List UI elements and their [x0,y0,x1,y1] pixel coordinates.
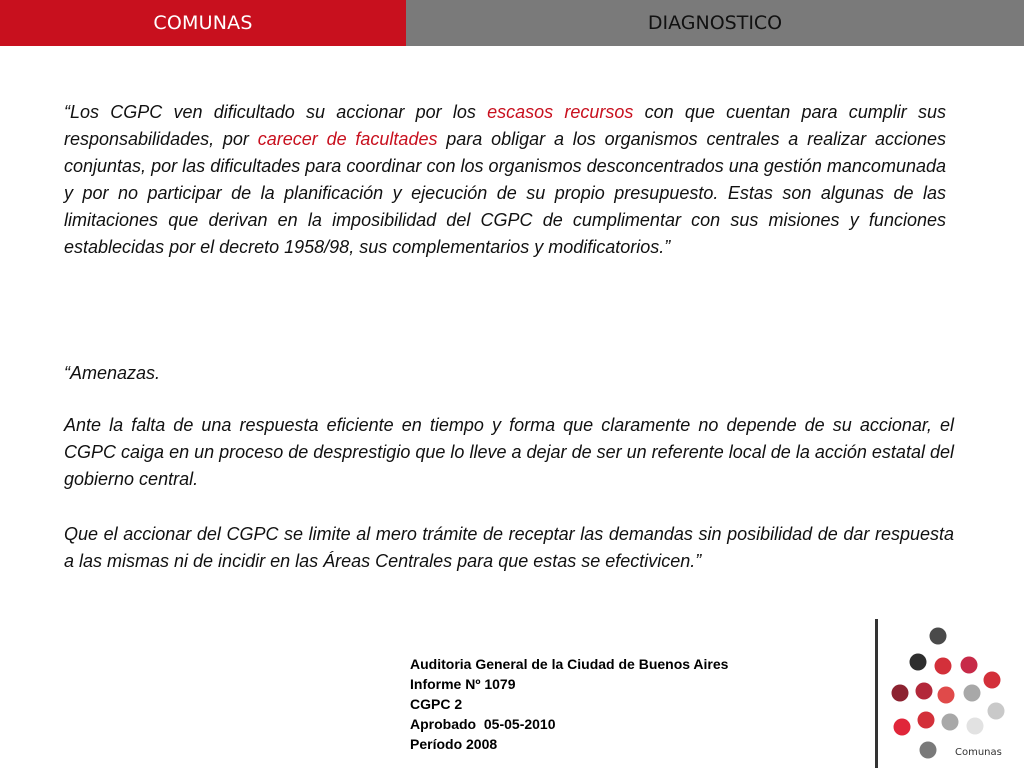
logo-dot [910,654,927,671]
report-period: Período 2008 [410,736,498,752]
quote-text-part-3: para obligar a los organismos centrales a realizar acciones conjuntas, por las dificultades para coordinar con los organismos desconcentrados una gestión mancomunada y por no participar de la planificación y ejecución de su propio presupuesto. Estas son algunas de las limitaciones que derivan en la imposibilidad del CGPC de cumplimentar con sus misiones y funciones establecidas por el decreto 1958/98, sus complementarios y modificatorios.” [64,129,946,257]
amenazas-paragraph-2: Que el accionar del CGPC se limite al mero trámite de receptar las demandas sin posibilidad de dar respuesta a las mismas ni de incidir en las Áreas Centrales para que estas se efectivicen.” [64,524,954,571]
report-cgpc: CGPC 2 [410,696,463,712]
top-bar [0,0,1024,46]
quote-text-part-2: con que cuentan para cumplir sus responsabilidades, por [64,102,946,149]
logo-dot [916,683,933,700]
logo-dot [942,714,959,731]
report-org: Auditoria General de la Ciudad de Buenos Aires [410,656,729,672]
logo-dot [930,628,947,645]
logo-dot [961,657,978,674]
amenazas-paragraph-1: Ante la falta de una respuesta eficiente en tiempo y forma que claramente no depende de su accionar, el CGPC caiga en un proceso de desprestigio que lo lleve a dejar de ser un referente local de la acción estatal del gobierno central. [64,415,954,489]
logo-dot [920,742,937,759]
section-tab-comunas[interactable]: COMUNAS [0,0,406,46]
logo-dot [918,712,935,729]
logo-dot [988,703,1005,720]
report-info [410,654,830,754]
comunas-dots-logo-icon [878,619,1024,768]
amenazas-heading: “Amenazas. [64,363,161,383]
logo-dot [935,658,952,675]
logo-dot [984,672,1001,689]
logo-dot [964,685,981,702]
report-number: Informe Nº 1079 [410,676,516,692]
logo-dot [894,719,911,736]
logo-dot [967,718,984,735]
logo-dot [938,687,955,704]
highlight-escasos-recursos: escasos recursos [487,102,634,122]
quote-paragraph [64,99,946,261]
comunas-logo [878,619,1024,768]
quote-text-part-1: “Los CGPC ven dificultado su accionar por los [64,102,488,122]
logo-label: Comunas [955,747,1002,758]
highlight-carecer-facultades: carecer de facultades [257,129,438,149]
section-tab-diagnostico[interactable]: DIAGNOSTICO [406,0,1024,46]
report-approved-date: Aprobado 05-05-2010 [410,716,556,732]
logo-dot [892,685,909,702]
